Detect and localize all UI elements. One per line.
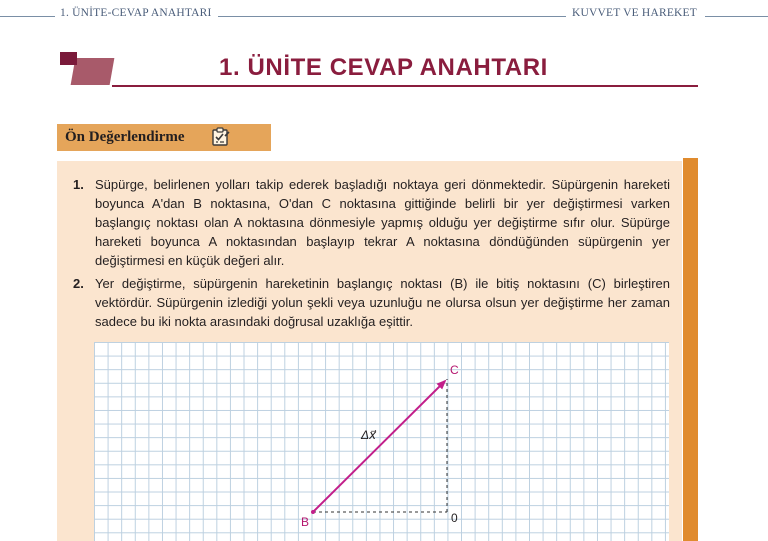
header-rule-right — [705, 16, 768, 17]
header-rule-middle — [218, 16, 566, 17]
title-decoration-small — [60, 52, 77, 65]
displacement-figure — [94, 342, 669, 541]
section-label: Ön Değerlendirme — [65, 129, 185, 145]
question-1-text: Süpürge, belirlenen yolları takip ederek başladığı noktaya geri dönmektedir. Süpürgenin hareketi boyunca A'dan B noktasına, O'dan C noktasına gittiğinde belirli bir yer değiştirmesi varken başlangıç noktası olan A noktasına dönmesiyle yapmış olduğu yer değiştirme sıfır olur. Süpürge hareketi boyunca A noktasından başlayıp tekrar A noktasına döndüğünden süpürgenin yer değiştirmesi en küçük değeri alır. — [95, 177, 670, 268]
running-header — [0, 7, 768, 21]
checklist-icon — [211, 127, 231, 147]
point-o-label: 0 — [451, 511, 458, 525]
header-rule-left — [0, 16, 55, 17]
title-decoration-large — [71, 58, 115, 85]
header-right-text: KUVVET VE HAREKET — [572, 7, 697, 19]
panel-side-bar — [683, 158, 698, 541]
question-1 — [73, 175, 670, 270]
title-underline — [112, 85, 698, 87]
point-c-label: C — [450, 363, 459, 377]
header-left-text: 1. ÜNİTE-CEVAP ANAHTARI — [60, 7, 212, 19]
section-tab — [57, 124, 271, 151]
point-b-label: B — [301, 515, 310, 529]
question-2 — [73, 274, 670, 331]
question-2-number: 2. — [73, 276, 84, 291]
question-1-number: 1. — [73, 177, 84, 192]
point-b-dot — [311, 510, 315, 514]
question-2-text: Yer değiştirme, süpürgenin hareketinin başlangıç noktası (B) ile bitiş noktasını (C) birleştiren vektördür. Süpürgenin izlediği yolun şekli veya uzunluğu ne olursa olsun yer değiştirme her zaman sadece bu iki nokta arasındaki doğrusal uzaklığa eşittir. — [95, 276, 670, 329]
displacement-vector — [313, 381, 445, 512]
vector-label: Δx⃗ — [361, 428, 377, 442]
page-title: 1. ÜNİTE CEVAP ANAHTARI — [219, 54, 548, 81]
